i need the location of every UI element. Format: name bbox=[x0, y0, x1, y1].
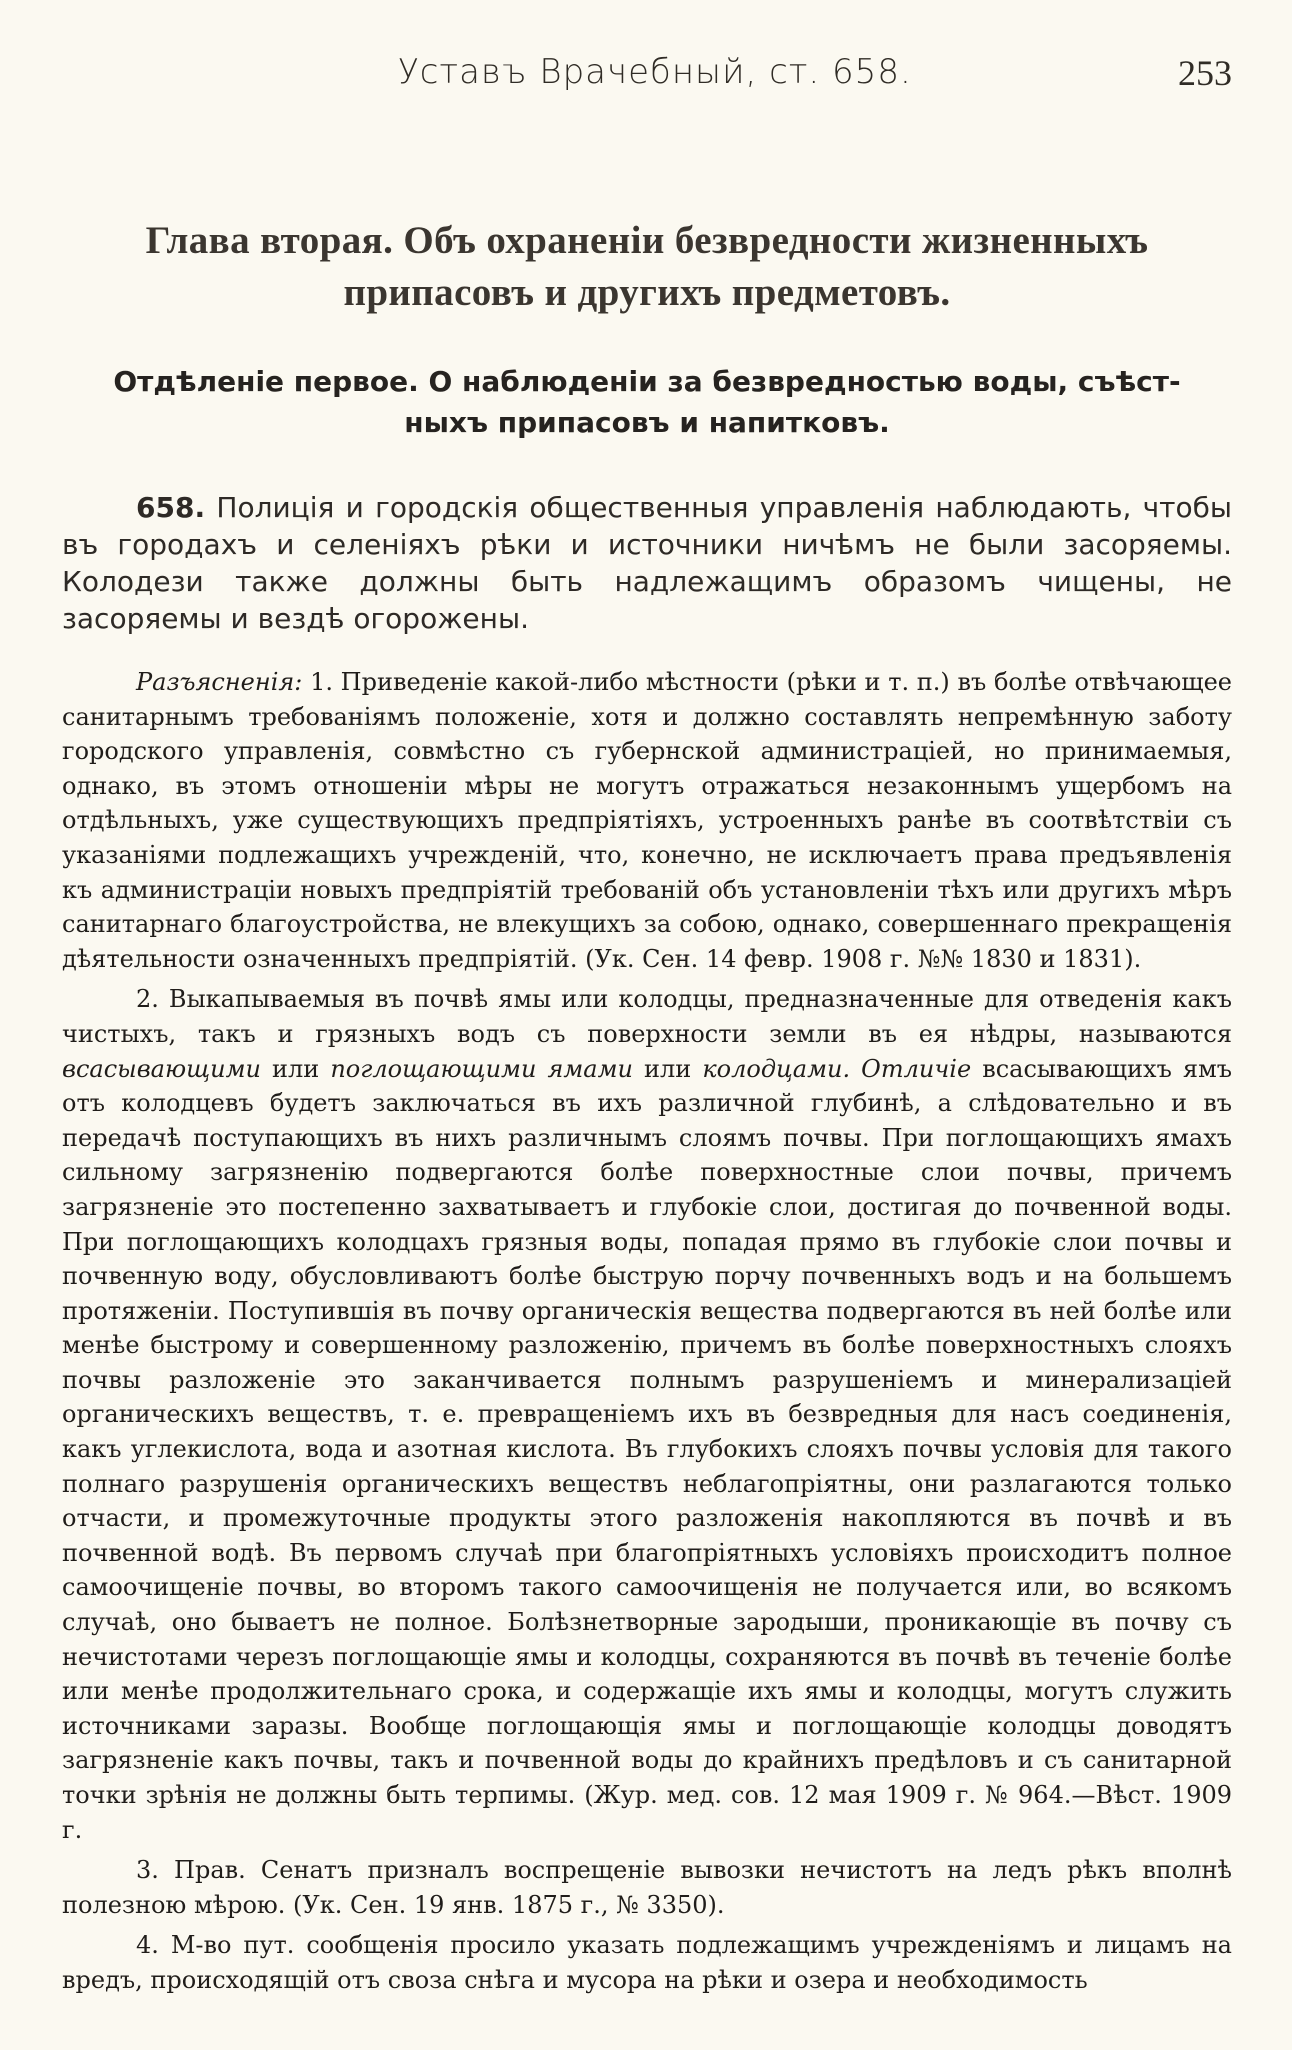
explanation-item-2 bbox=[62, 982, 1232, 1847]
explanation-item-2-term-2: поглощающими ямами bbox=[330, 1054, 633, 1083]
explanation-item-2-text-d: всасывающихъ ямъ отъ колодцевъ будетъ заключаться въ ихъ различной глубинѣ, а слѣдовательно и въ передачѣ поступающихъ въ нихъ различнымъ слоямъ почвы. При поглощающихъ ямахъ сильному загрязненію подвергаются болѣе поверхностные слои почвы, причемъ загрязненіе это постепенно захватываетъ и глубокіе слои, достигая до почвенной воды. При поглощающихъ колодцахъ грязныя воды, попадая прямо въ глубокіе слои почвы и почвенную воду, обусловливаютъ болѣе быструю порчу почвенныхъ водъ и на большемъ протяженіи. Поступившія въ почву органическія вещества подвергаются въ ней болѣе или менѣе быстрому и совершенному разложенію, причемъ въ болѣе поверхностныхъ слояхъ почвы разложеніе это заканчивается полнымъ разрушеніемъ и минерализаціей органическихъ веществъ, т. е. превращеніемъ ихъ въ безвредныя для насъ соединенія, какъ углекислота, вода и азотная кислота. Въ глубокихъ слояхъ почвы условія для такого полнаго разрушенія органическихъ веществъ неблагопріятны, они разлагаются только отчасти, и промежуточные продукты этого разложенія накопляются въ почвѣ и въ почвенной водѣ. Въ первомъ случаѣ при благопріятныхъ условіяхъ происходитъ полное самоочищеніе почвы, во второмъ такого самоочищенія не получается или, во всякомъ случаѣ, оно бываетъ не полное. Болѣзнетворные зародыши, проникающіе въ почву съ нечистотами черезъ поглощающіе ямы и колодцы, сохраняются въ почвѣ въ теченіе болѣе или менѣе продолжительнаго срока, и содержащіе ихъ ямы и колодцы, могутъ служить источниками заразы. Вообще поглощающія ямы и поглощающіе колодцы доводятъ загрязненіе какъ почвы, такъ и почвенной воды до крайнихъ предѣловъ и съ санитарной точки зрѣнія не должны быть терпимы. (Жур. мед. сов. 12 мая 1909 г. № 964.—Вѣст. 1909 г. bbox=[62, 1054, 1233, 1844]
chapter-title-line-1: Глава вторая. Объ охраненіи безвредности жизненныхъ bbox=[145, 219, 1149, 262]
explanation-item-2-term-1: всасывающими bbox=[62, 1054, 261, 1083]
explanations-label: Разъясненія: bbox=[136, 668, 303, 696]
explanation-item-4: 4. М-во пут. сообщенія просило указать подлежащимъ учрежденіямъ и лицамъ на вредъ, происходящій отъ своза снѣга и мусора на рѣки и озера и необходимость bbox=[62, 1931, 1232, 1994]
explanation-item-1 bbox=[62, 665, 1232, 976]
explanation-item-2-text-b: или bbox=[260, 1054, 331, 1083]
chapter-title-line-2: припасовъ и другихъ предметовъ. bbox=[343, 271, 951, 314]
explanations-block bbox=[62, 665, 1232, 1998]
chapter-title bbox=[62, 215, 1232, 319]
article-658 bbox=[62, 489, 1232, 637]
section-title-line-1: Отдѣленіе первое. О наблюденіи за безвредностью воды, съѣст- bbox=[113, 365, 1181, 398]
explanation-item-3: 3. Прав. Сенатъ призналъ воспрещеніе вывозки нечистотъ на ледъ рѣкъ вполнѣ полезною мѣрою. (Ук. Сен. 19 янв. 1875 г., № 3350). bbox=[62, 1856, 1232, 1919]
document-page bbox=[62, 40, 1232, 2004]
running-head bbox=[62, 40, 1232, 100]
explanation-item-1-text: 1. Приведеніе какой-либо мѣстности (рѣки и т. п.) въ болѣе отвѣчающее санитарнымъ требованіямъ положеніе, хотя и должно составлять непремѣнную заботу городского управленія, совмѣстно съ губернской администраціей, но принимаемыя, однако, въ этомъ отношеніи мѣры не могутъ отражаться незаконнымъ ущербомъ на отдѣльныхъ, уже существующихъ предпріятіяхъ, устроенныхъ ранѣе въ соотвѣтствіи съ указаніями подлежащихъ учрежденій, что, конечно, не исключаетъ права предъявленія къ администраціи новыхъ предпріятій требованій объ установленіи тѣхъ или другихъ мѣръ санитарнаго благоустройства, не влекущихъ за собою, однако, совершеннаго прекращенія дѣятельности означенныхъ предпріятій. (Ук. Сен. 14 февр. 1908 г. №№ 1830 и 1831). bbox=[62, 668, 1232, 973]
article-text: Полиція и городскія общественныя управленія наблюдають, чтобы въ городахъ и селеніяхъ рѣки и источники ничѣмъ не были засоряемы. Колодези также должны быть надлежащимъ образомъ чищены, не засоряемы и вездѣ огорожены. bbox=[62, 491, 1232, 635]
explanation-item-2-text-a: 2. Выкапываемыя въ почвѣ ямы или колодцы, предназначенные для отведенія какъ чистыхъ, такъ и грязныхъ водъ съ поверхности земли въ ея нѣдры, называются bbox=[62, 985, 1232, 1048]
running-title: Уставъ Врачебный, ст. 658. bbox=[398, 52, 912, 92]
article-number: 658. bbox=[136, 491, 206, 524]
explanation-item-2-term-3: колодцами. Отличіе bbox=[702, 1054, 972, 1083]
explanation-item-2-text-c: или bbox=[632, 1054, 703, 1083]
page-number: 253 bbox=[1178, 53, 1232, 93]
section-title-line-2: ныхъ припасовъ и напитковъ. bbox=[404, 406, 890, 439]
section-title bbox=[62, 361, 1232, 443]
